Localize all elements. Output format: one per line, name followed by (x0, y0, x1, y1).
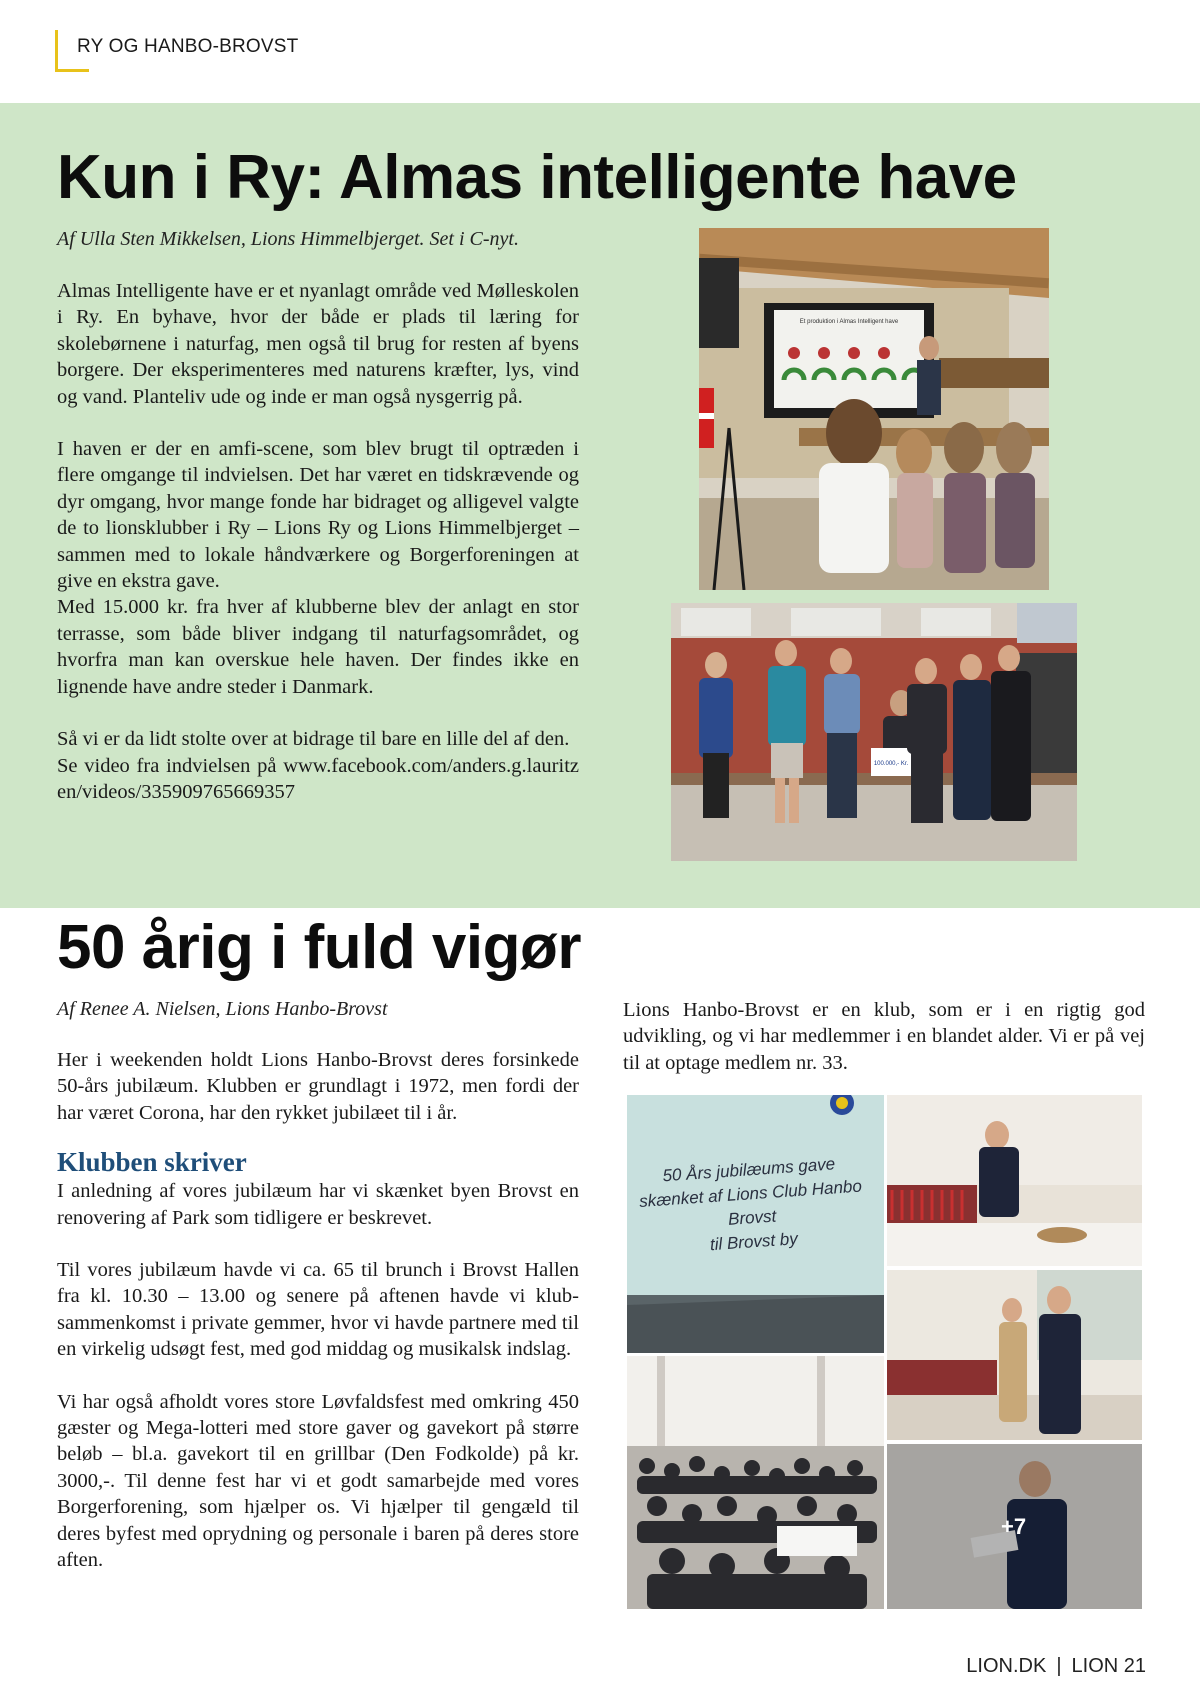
photo-jubilee-sign (627, 1095, 884, 1353)
article2-paragraph: I anledning af vores jubilæum har vi skænket byen Brovst en renovering af Park som tidligere er beskrevet. (57, 1180, 579, 1229)
jubilee-caption-line: Brovst (727, 1206, 777, 1229)
article2-paragraph: Vi har også afholdt vores store Løvfaldsfest med omkring 450 gæster og Mega-lotteri med store gaver og gavekort på større beløb – bl.a. gavekort til en grillbar (Den Fodkolde) på kr. 3000,-. Til denne fest har vi et godt samarbejde med vores Borgerforening, som hjælper os. Vi hjælper til gengæld til deres byfest med oprydning og personale i baren på deres store aften. (57, 1390, 579, 1572)
photo-audience (627, 1356, 884, 1609)
article1-paragraph: Se video fra indvielsen på www.facebook.com/anders.g.lauritzen/videos/335909765669357 (57, 754, 579, 803)
check-amount: 100.000,- Kr. (873, 761, 909, 767)
jubilee-caption-line: skænket af Lions Club Hanbo (638, 1176, 863, 1212)
photo-speaker-flags (887, 1095, 1142, 1266)
article1-paragraph: Almas Intelligente have er et nyanlagt område ved Mølleskolen i Ry. En byhave, hvor der både er plads til læring for skolebørnene i naturfag, men også til brug for resten af byens borgere. Der eksperimenteres med naturens kræfter, lys, vind og vand. Planteliv ude og inde er man også nysgerrig på. (57, 280, 579, 408)
article2-subheading: Klubben skriver (57, 1147, 247, 1178)
screen-title: Et produktion i Almas Intelligent have (799, 319, 899, 325)
photo-stage-presentation (699, 228, 1049, 590)
footer-separator: | (1056, 1655, 1062, 1677)
jubilee-caption-line: 50 Års jubilæums gave (661, 1154, 836, 1186)
section-label: RY OG HANBO-BROVST (77, 36, 299, 57)
footer-site: LION.DK (966, 1655, 1047, 1677)
article1-paragraph: Så vi er da lidt stolte over at bidrage til bare en lille del af den. (57, 728, 570, 751)
article2-paragraph: Til vores jubilæum havde vi ca. 65 til brunch i Brovst Hallen fra kl. 10.30 – 13.00 og senere på aftenen havde vi klub-sammenkomst i private gemmer, hvor vi havde partnere med til en virkelig udsøgt fest, med god middag og musikalsk indslag. (57, 1259, 579, 1361)
article1-title: Kun i Ry: Almas intelligente have (57, 143, 1017, 212)
photo-group-check (671, 603, 1077, 861)
article1-body (57, 278, 579, 805)
article2-body (57, 1047, 579, 1574)
page-footer (966, 1655, 1146, 1678)
footer-page-number: LION 21 (1071, 1655, 1146, 1677)
article2-intro: Her i weekenden holdt Lions Hanbo-Brovst deres forsinkede 50-års jubilæum. Klubben er grundlagt i 1972, men fordi der har været Corona, har den rykket jubilæet til i år. (57, 1049, 579, 1124)
jubilee-caption-line: til Brovst by (709, 1229, 799, 1255)
article2-right-column (623, 997, 1145, 1076)
article2-right-paragraph: Lions Hanbo-Brovst er en klub, som er i en rigtig god udvikling, og vi har medlemmer i en blandet alder. Vi er på vej til at optage medlem nr. 33. (623, 999, 1145, 1074)
article1-paragraph: I haven er der en amfi-scene, som blev brugt til optræden i flere omgange til indvielsen. Det har været en tidskrævende og dyr omgang, hvor mange fonde har bidraget og alligevel valgte de to lionsklubber i Ry – Lions Ry og Lions Himmelbjerget – sammen med to lokale håndværkere og Borgerforeningen at give en ekstra gave. (57, 438, 579, 593)
article2-title: 50 årig i fuld vigør (57, 913, 581, 982)
article1-byline: Af Ulla Sten Mikkelsen, Lions Himmelbjerget. Set i C-nyt. (57, 228, 519, 250)
article2-byline: Af Renee A. Nielsen, Lions Hanbo-Brovst (57, 998, 388, 1020)
article1-paragraph: Med 15.000 kr. fra hver af klubberne blev der anlagt en stor terrasse, som både bliver indgang til naturfagsområdet, og hvorfra man kan overskue hele haven. Der findes ikke en lignende have andre steder i Danmark. (57, 596, 579, 698)
photo-couple (887, 1270, 1142, 1440)
more-photos-badge[interactable]: +7 (1001, 1514, 1027, 1539)
